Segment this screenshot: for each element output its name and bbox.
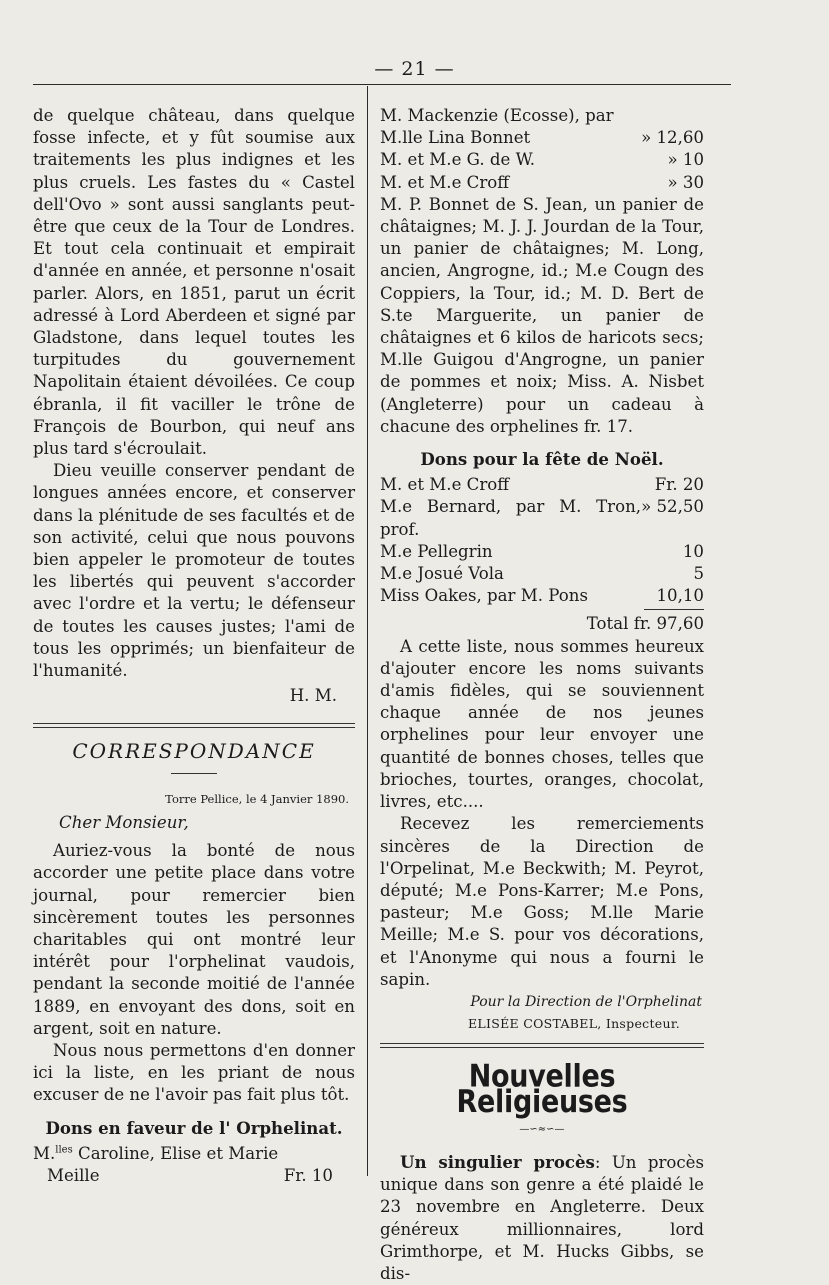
list-intro-paragraph: Nous nous permettons d'en donner ici la liste, en les priant de nous excuser de ne l'avoir pas fait plus tôt. bbox=[33, 1040, 355, 1105]
thanks-paragraph: Recevez les remerciements sincères de la Direction de l'Orpelinat, M.e Beckwith; M. Peyrot, député; M.e Pons-Karrer; M.e Pons, pasteur; M.e Goss; M.lle Marie Meille; M.e S. pour vos décorations, et l'Anonyme qui nous a fourni le sapin. bbox=[380, 814, 704, 989]
gift-mackenzie: M. Mackenzie (Ecosse), par bbox=[380, 106, 614, 125]
noel-gift-amount: 10,10 bbox=[656, 586, 704, 606]
noel-gift-row bbox=[380, 496, 704, 540]
noel-gift-name: M.e Bernard, par M. Tron, prof. bbox=[380, 497, 642, 539]
gift-name: M. et M.e Croff bbox=[380, 172, 510, 192]
title-rule bbox=[171, 773, 217, 774]
section-title: CORRESPONDANCE bbox=[72, 739, 316, 764]
gift-row bbox=[380, 149, 704, 171]
donor-line-amount: Meille Fr. 10 bbox=[47, 1165, 333, 1185]
noel-gift-name: M.e Josué Vola bbox=[380, 564, 504, 584]
header-rule bbox=[33, 84, 731, 85]
gift-amount: » 12,60 bbox=[641, 128, 704, 148]
noel-gift-amount: 10 bbox=[682, 541, 704, 561]
noel-gift-row bbox=[380, 541, 704, 563]
column-divider bbox=[367, 86, 368, 1176]
gift-amount: » 10 bbox=[667, 150, 704, 170]
proces-paragraph: Un singulier procès: Un procès unique dans son genre a été plaidé le 23 novembre en Angleterre. Deux généreux millionnaires, lord Grimthorpe, et M. Hucks Gibbs, se dis- bbox=[380, 1151, 704, 1283]
page-number: — 21 — bbox=[374, 58, 455, 80]
left-column bbox=[33, 105, 355, 1187]
noel-gift-row bbox=[380, 585, 704, 607]
noel-gift-row bbox=[380, 474, 704, 496]
signature-name: ELISÉE COSTABEL, Inspecteur. bbox=[467, 1016, 680, 1032]
ornament: —∽≈∽— bbox=[519, 1123, 565, 1135]
gift-amount: » 30 bbox=[667, 172, 704, 192]
gift-row bbox=[380, 172, 704, 194]
noel-gift-amount: 5 bbox=[693, 564, 704, 584]
noel-gift-name: M. et M.e Croff bbox=[380, 475, 510, 495]
letter-paragraph: Auriez-vous la bonté de nous accorder une petite place dans votre journal, pour remercier bien sincèrement toutes les personnes charitables qui ont montré leur intérêt pour l'orphelinat vaudois, pendant la seconde moitié de l'année 1889, en envoyant des dons, soit en argent, soit en nature. bbox=[33, 841, 355, 1038]
dons-orphelinat-title: Dons en faveur de l' Orphelinat. bbox=[45, 1117, 343, 1138]
gift-name: M.lle Lina Bonnet bbox=[380, 128, 531, 148]
gift-name: M. et M.e G. de W. bbox=[380, 150, 536, 170]
section-divider bbox=[33, 723, 355, 728]
signature-for: Pour la Direction de l'Orphelinat bbox=[470, 993, 702, 1010]
right-column bbox=[380, 105, 704, 1285]
noel-gift-amount: » 52,50 bbox=[641, 497, 704, 517]
letter-dateline: Torre Pellice, le 4 Janvier 1890. bbox=[165, 791, 349, 806]
author-signature: H. M. bbox=[289, 686, 337, 706]
total-rule bbox=[644, 609, 704, 610]
tribute-paragraph: Dieu veuille conserver pendant de longues années encore, et conserver dans la plénitude de ses facultés et de son activité, celui que nous pouvons bien appeler le promoteur de toutes les libertés qui peuvent s'accorder avec l'ordre et la vertu; le défenseur de toutes les causes justes; l'ami de tous les opprimés; un bienfaiteur de l'humanité. bbox=[33, 461, 355, 681]
noel-gift-row bbox=[380, 563, 704, 585]
gift-row bbox=[380, 127, 704, 149]
dons-noel-title: Dons pour la fête de Noël. bbox=[420, 449, 664, 470]
news-divider bbox=[380, 1043, 704, 1048]
gladstone-paragraph: de quelque château, dans quelque fosse infecte, et y fût soumise aux traitements les plus indignes et les plus cruels. Les fastes du « Castel dell'Ovo » sont aussi sanglants peut-être que ceux de la Tour de Londres. Et tout cela continuait et empirait d'année en année, et personne n'osait parler. Alors, en 1851, parut un écrit adressé à Lord Aberdeen et signé par Gladstone, dans lequel toutes les turpitudes du gouvernement Napolitain étaient dévoilées. Ce coup ébranla, il fit vaciller le trône de François de Bourbon, qui neuf ans plus tard s'écroulait. bbox=[33, 106, 355, 459]
friends-paragraph: A cette liste, nous sommes heureux d'ajouter encore les noms suivants d'amis fidèles, qui se souviennent chaque année de nos jeunes orphelines pour leur envoyer une quantité de bonnes choses, telles que brioches, tourtes, oranges, chocolat, livres, etc.... bbox=[380, 636, 704, 812]
donor-line: M.$^{lles}$ Caroline, Elise et Marie bbox=[33, 1143, 279, 1163]
noel-gift-amount: Fr. 20 bbox=[654, 475, 704, 495]
noel-gift-name: M.e Pellegrin bbox=[380, 541, 493, 561]
letter-salutation: Cher Monsieur, bbox=[59, 812, 189, 832]
total-amount: Total fr. 97,60 bbox=[586, 614, 704, 634]
nature-gifts-paragraph: M. P. Bonnet de S. Jean, un panier de châtaignes; M. J. J. Jourdan de la Tour, un panier de châtaignes; M. Long, ancien, Angrogne, id.; M.e Cougn des Coppiers, la Tour, id.; M. D. Bert de S.te Marguerite, un panier de châtaignes et 6 kilos de haricots secs; M.lle Guigou d'Angrogne, un panier de pommes et noix; Miss. A. Nisbet (Angleterre) pour un cadeau à chacune des orphelines fr. 17. bbox=[380, 194, 704, 436]
proces-lead: Un singulier procès bbox=[400, 1151, 595, 1172]
news-title: Nouvelles Religieuses bbox=[456, 1059, 628, 1121]
noel-gift-name: Miss Oakes, par M. Pons bbox=[380, 586, 588, 606]
